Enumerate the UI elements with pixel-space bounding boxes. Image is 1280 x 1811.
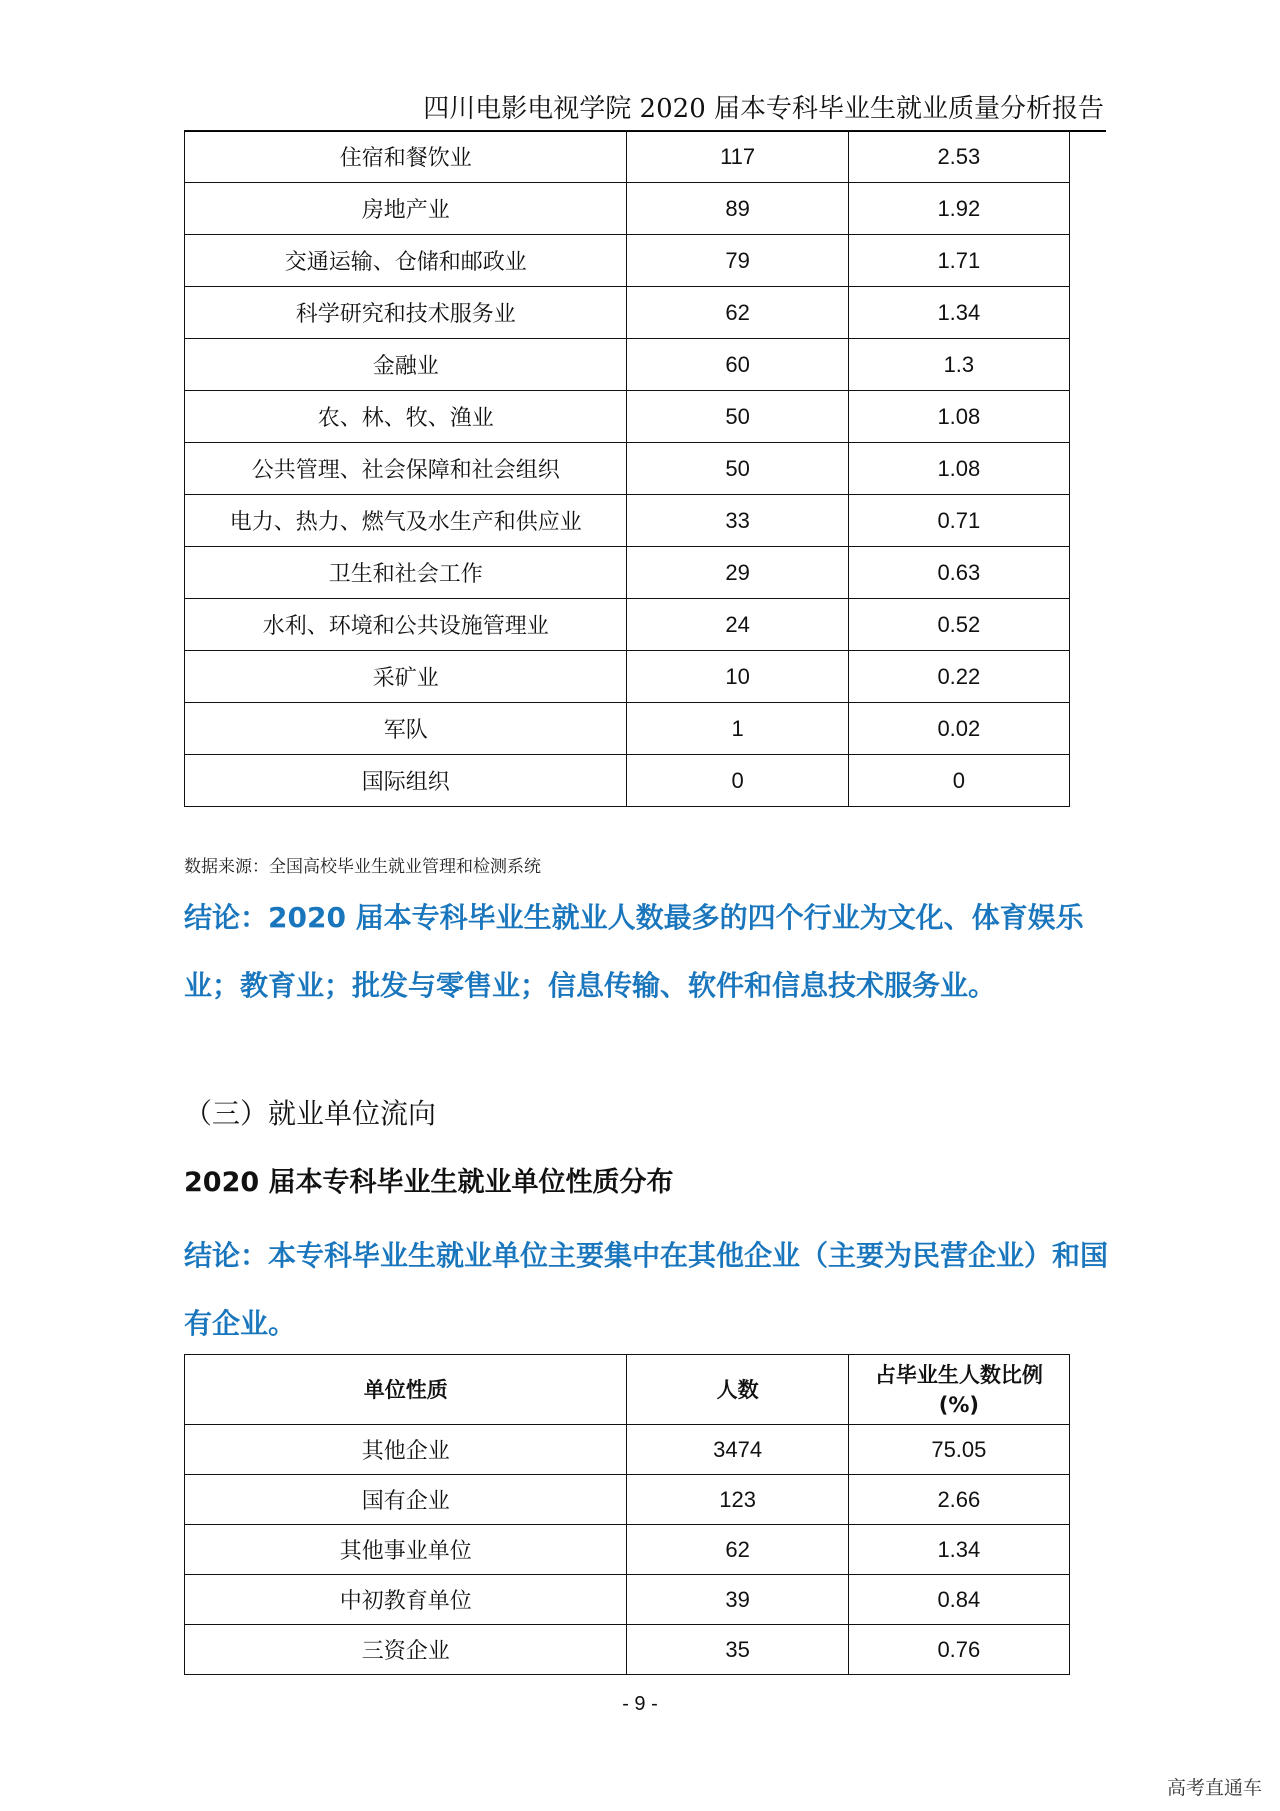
unit-count: 123	[627, 1475, 848, 1525]
industry-percent: 1.08	[848, 443, 1069, 495]
industry-count: 79	[627, 235, 848, 287]
industry-percent: 2.53	[848, 131, 1069, 183]
industry-name: 住宿和餐饮业	[185, 131, 627, 183]
data-source-note: 数据来源：全国高校毕业生就业管理和检测系统	[184, 857, 541, 877]
industry-count: 29	[627, 547, 848, 599]
table-row	[185, 1575, 1070, 1625]
table-row	[185, 651, 1070, 703]
industry-count: 50	[627, 391, 848, 443]
industry-percent: 0.22	[848, 651, 1069, 703]
unit-name: 三资企业	[185, 1625, 627, 1675]
table-row	[185, 1475, 1070, 1525]
unit-count: 39	[627, 1575, 848, 1625]
industry-name: 科学研究和技术服务业	[185, 287, 627, 339]
table-row	[185, 495, 1070, 547]
unit-type-table	[184, 1354, 1070, 1675]
page-number: - 9 -	[622, 1693, 658, 1715]
industry-name: 公共管理、社会保障和社会组织	[185, 443, 627, 495]
industry-count: 1	[627, 703, 848, 755]
industry-count: 117	[627, 131, 848, 183]
table-row	[185, 183, 1070, 235]
industry-count: 62	[627, 287, 848, 339]
unit-percent: 2.66	[848, 1475, 1069, 1525]
industry-percent: 1.92	[848, 183, 1069, 235]
unit-count: 3474	[627, 1425, 848, 1475]
industry-count: 24	[627, 599, 848, 651]
table-row	[185, 339, 1070, 391]
industry-percent: 0.63	[848, 547, 1069, 599]
column-header-percent-line1: 占毕业生人数比例	[874, 1362, 1043, 1387]
table-row	[185, 131, 1070, 183]
industry-name: 金融业	[185, 339, 627, 391]
industry-percent: 0.52	[848, 599, 1069, 651]
industry-name: 国际组织	[185, 755, 627, 807]
industry-count: 60	[627, 339, 848, 391]
unit-conclusion: 结论：本专科毕业生就业单位主要集中在其他企业（主要为民营企业）和国有企业。	[184, 1239, 1109, 1340]
unit-percent: 0.76	[848, 1625, 1069, 1675]
industry-percent: 0.02	[848, 703, 1069, 755]
table-row	[185, 599, 1070, 651]
industry-name: 水利、环境和公共设施管理业	[185, 599, 627, 651]
table-row	[185, 547, 1070, 599]
industry-percent: 1.34	[848, 287, 1069, 339]
column-header-percent	[848, 1355, 1069, 1425]
column-header-type: 单位性质	[185, 1355, 627, 1425]
industry-conclusion: 结论：2020 届本专科毕业生就业人数最多的四个行业为文化、体育娱乐业；教育业；批发与零售业；信息传输、软件和信息技术服务业。	[184, 901, 1084, 1002]
industry-count: 10	[627, 651, 848, 703]
industry-count: 33	[627, 495, 848, 547]
industry-count: 89	[627, 183, 848, 235]
table-header-row	[185, 1355, 1070, 1425]
column-header-percent-line2: (%)	[938, 1392, 979, 1417]
table-row	[185, 703, 1070, 755]
industry-percent: 1.3	[848, 339, 1069, 391]
table-row	[185, 1525, 1070, 1575]
industry-percent: 1.08	[848, 391, 1069, 443]
unit-name: 其他企业	[185, 1425, 627, 1475]
unit-count: 35	[627, 1625, 848, 1675]
industry-name: 交通运输、仓储和邮政业	[185, 235, 627, 287]
unit-percent: 75.05	[848, 1425, 1069, 1475]
column-header-count: 人数	[627, 1355, 848, 1425]
watermark-text: 高考直通车	[1166, 1777, 1262, 1799]
industry-count: 0	[627, 755, 848, 807]
table-row	[185, 287, 1070, 339]
unit-count: 62	[627, 1525, 848, 1575]
section-heading: （三）就业单位流向	[184, 1097, 437, 1130]
unit-name: 中初教育单位	[185, 1575, 627, 1625]
industry-name: 采矿业	[185, 651, 627, 703]
table-row	[185, 235, 1070, 287]
industry-percent: 0	[848, 755, 1069, 807]
industry-percent: 0.71	[848, 495, 1069, 547]
table-row	[185, 391, 1070, 443]
sub-heading: 2020 届本专科毕业生就业单位性质分布	[184, 1167, 674, 1198]
industry-name: 房地产业	[185, 183, 627, 235]
table-row	[185, 1625, 1070, 1675]
industry-distribution-table	[184, 130, 1070, 807]
industry-percent: 1.71	[848, 235, 1069, 287]
table-row	[185, 755, 1070, 807]
unit-name: 其他事业单位	[185, 1525, 627, 1575]
table-row	[185, 1425, 1070, 1475]
unit-percent: 0.84	[848, 1575, 1069, 1625]
industry-count: 50	[627, 443, 848, 495]
industry-name: 农、林、牧、渔业	[185, 391, 627, 443]
unit-name: 国有企业	[185, 1475, 627, 1525]
industry-name: 军队	[185, 703, 627, 755]
industry-name: 卫生和社会工作	[185, 547, 627, 599]
unit-percent: 1.34	[848, 1525, 1069, 1575]
industry-name: 电力、热力、燃气及水生产和供应业	[185, 495, 627, 547]
page-header-title: 四川电影电视学院 2020 届本专科毕业生就业质量分析报告	[423, 94, 1104, 124]
table-row	[185, 443, 1070, 495]
